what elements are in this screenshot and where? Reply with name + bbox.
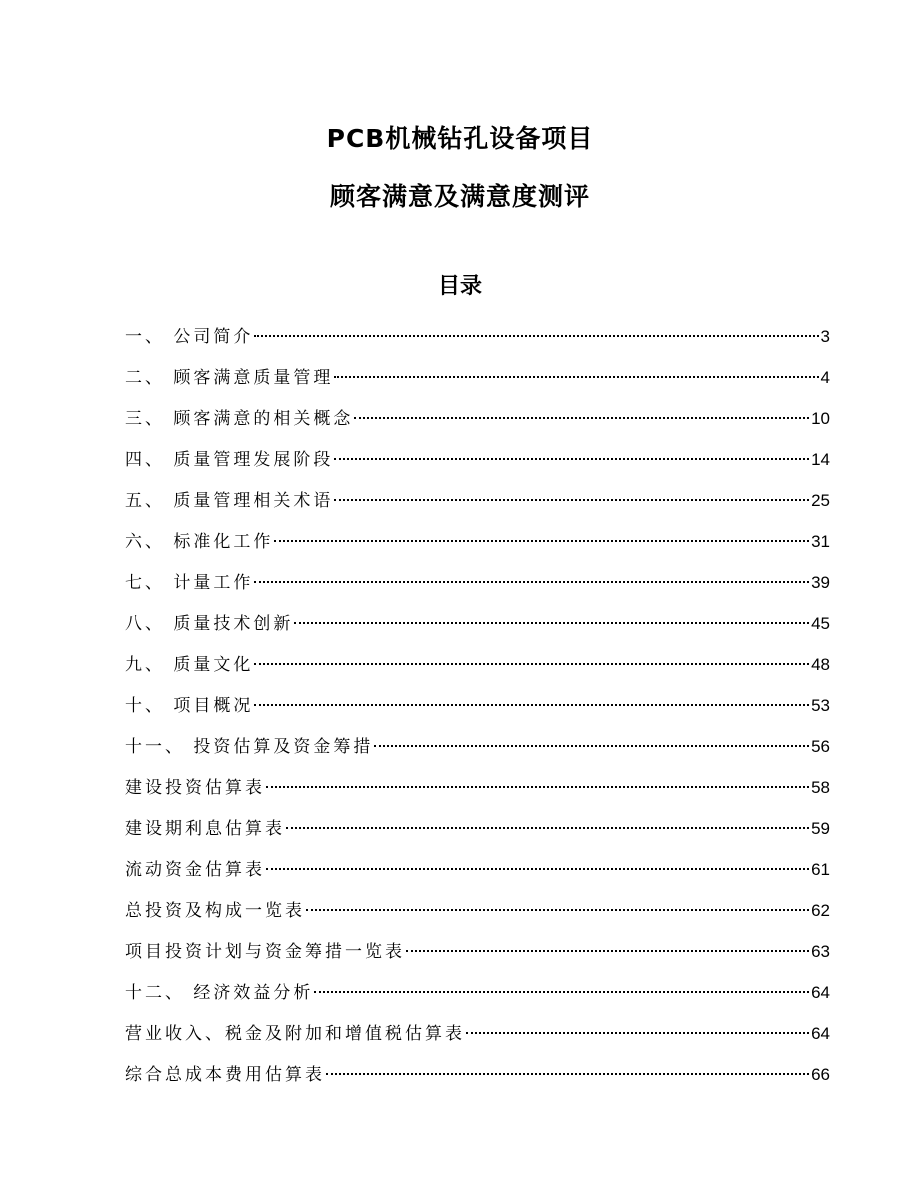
dot-leader (466, 1032, 809, 1034)
toc-entry[interactable] (125, 650, 830, 691)
toc-entry[interactable] (125, 773, 830, 814)
toc-entry-label: 四、 质量管理发展阶段 (125, 450, 334, 470)
toc-entry-page: 61 (811, 860, 830, 879)
toc-entry[interactable] (125, 609, 830, 650)
toc-entry-page: 45 (811, 614, 830, 633)
toc-entry[interactable] (125, 322, 830, 363)
toc-entry[interactable] (125, 404, 830, 445)
document-subtitle: 顾客满意及满意度测评 (329, 182, 590, 211)
dot-leader (406, 950, 809, 952)
toc-entry-label: 八、 质量技术创新 (125, 614, 294, 634)
toc-entry-page: 63 (811, 942, 830, 961)
toc-entry-page: 3 (820, 327, 830, 346)
toc-entry-label: 建设期利息估算表 (125, 819, 285, 839)
dot-leader (354, 417, 809, 419)
toc-entry-page: 64 (811, 1024, 830, 1043)
toc-entry-label: 九、 质量文化 (125, 655, 254, 675)
toc-entry[interactable] (125, 937, 830, 978)
dot-leader (266, 868, 809, 870)
toc-entry-page: 62 (811, 901, 830, 920)
toc-entry[interactable] (125, 855, 830, 896)
toc-entry[interactable] (125, 568, 830, 609)
toc-entry-page: 10 (811, 409, 830, 428)
toc-entry[interactable] (125, 896, 830, 937)
dot-leader (254, 663, 809, 665)
table-of-contents (125, 322, 830, 1101)
dot-leader (314, 991, 809, 993)
toc-entry-label: 十、 项目概况 (125, 696, 254, 716)
toc-entry-page: 53 (811, 696, 830, 715)
dot-leader (254, 704, 809, 706)
toc-entry-label: 综合总成本费用估算表 (125, 1065, 325, 1085)
toc-entry-label: 二、 顾客满意质量管理 (125, 368, 334, 388)
toc-heading: 目录 (437, 274, 482, 299)
toc-entry[interactable] (125, 732, 830, 773)
toc-entry-page: 31 (811, 532, 830, 551)
toc-entry-label: 五、 质量管理相关术语 (125, 491, 334, 511)
dot-leader (286, 827, 809, 829)
dot-leader (254, 581, 809, 583)
dot-leader (326, 1073, 809, 1075)
toc-entry-label: 营业收入、税金及附加和增值税估算表 (125, 1024, 465, 1044)
toc-entry[interactable] (125, 363, 830, 404)
toc-entry-page: 56 (811, 737, 830, 756)
toc-entry-page: 64 (811, 983, 830, 1002)
toc-entry-page: 58 (811, 778, 830, 797)
toc-entry[interactable] (125, 978, 830, 1019)
dot-leader (334, 376, 818, 378)
toc-entry-page: 39 (811, 573, 830, 592)
document-title: PCB机械钻孔设备项目 (326, 124, 594, 153)
toc-entry-label: 流动资金估算表 (125, 860, 265, 880)
toc-entry[interactable] (125, 445, 830, 486)
dot-leader (374, 745, 809, 747)
toc-entry-label: 十一、 投资估算及资金筹措 (125, 737, 374, 757)
dot-leader (334, 458, 809, 460)
toc-entry-page: 14 (811, 450, 830, 469)
toc-entry[interactable] (125, 527, 830, 568)
toc-entry[interactable] (125, 691, 830, 732)
dot-leader (254, 335, 818, 337)
toc-entry[interactable] (125, 1060, 830, 1101)
toc-entry-page: 4 (820, 368, 830, 387)
toc-entry-page: 48 (811, 655, 830, 674)
dot-leader (274, 540, 809, 542)
toc-entry-label: 三、 顾客满意的相关概念 (125, 409, 354, 429)
toc-entry-label: 六、 标准化工作 (125, 532, 274, 552)
toc-entry-label: 十二、 经济效益分析 (125, 983, 314, 1003)
toc-entry-label: 一、 公司简介 (125, 327, 254, 347)
dot-leader (306, 909, 809, 911)
toc-entry-label: 项目投资计划与资金筹措一览表 (125, 942, 405, 962)
dot-leader (294, 622, 809, 624)
toc-entry-label: 总投资及构成一览表 (125, 901, 305, 921)
toc-entry-page: 25 (811, 491, 830, 510)
toc-entry[interactable] (125, 814, 830, 855)
toc-entry-page: 59 (811, 819, 830, 838)
toc-entry[interactable] (125, 1019, 830, 1060)
dot-leader (334, 499, 809, 501)
toc-entry-label: 建设投资估算表 (125, 778, 265, 798)
toc-entry[interactable] (125, 486, 830, 527)
dot-leader (266, 786, 809, 788)
toc-entry-page: 66 (811, 1065, 830, 1084)
toc-entry-label: 七、 计量工作 (125, 573, 254, 593)
